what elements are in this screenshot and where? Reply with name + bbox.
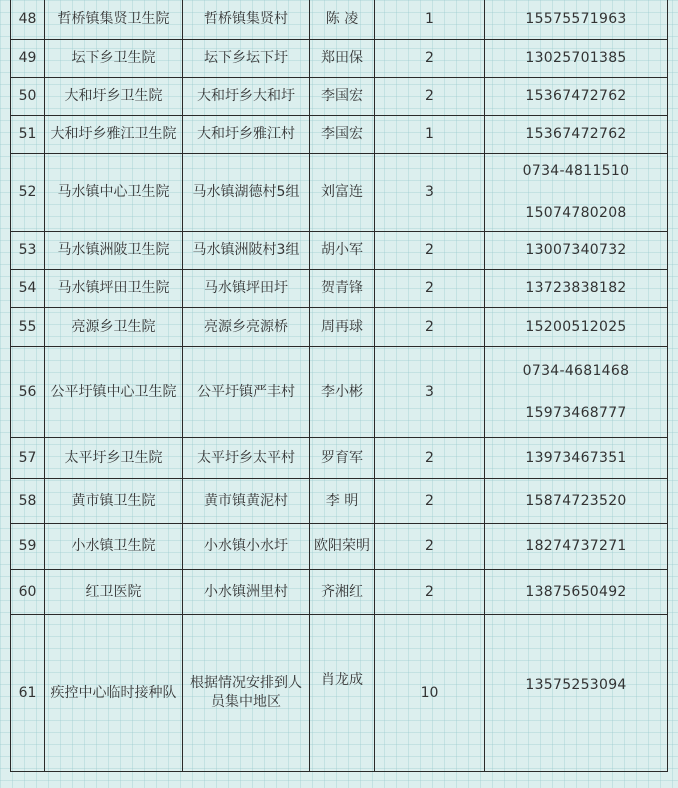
phone-number: 13723838182: [485, 270, 668, 308]
table-row: [11, 270, 668, 308]
contact-person: 胡小军: [310, 232, 375, 270]
phone-spacer: [487, 181, 665, 204]
table-row: [11, 0, 668, 40]
table-row: [11, 347, 668, 438]
site-address: 太平圩乡太平村: [183, 438, 310, 479]
institution-name: 小水镇卫生院: [45, 524, 183, 570]
contact-person: 齐湘红: [310, 570, 375, 615]
institution-name: 马水镇中心卫生院: [45, 154, 183, 232]
team-count: 2: [375, 479, 485, 524]
table-row: [11, 438, 668, 479]
phone-number: 13875650492: [485, 570, 668, 615]
row-number: 50: [11, 78, 45, 116]
row-number: 55: [11, 308, 45, 347]
row-number: 59: [11, 524, 45, 570]
contact-person: 郑田保: [310, 40, 375, 78]
team-count: 3: [375, 154, 485, 232]
institution-name: 马水镇洲陂卫生院: [45, 232, 183, 270]
phone-number: 15367472762: [485, 116, 668, 154]
table-row: [11, 479, 668, 524]
team-count: 10: [375, 615, 485, 772]
table-row: [11, 524, 668, 570]
row-number: 53: [11, 232, 45, 270]
contact-person: 罗育军: [310, 438, 375, 479]
table-row: [11, 154, 668, 232]
table-row: [11, 40, 668, 78]
contact-person: 李国宏: [310, 116, 375, 154]
team-count: 1: [375, 0, 485, 40]
table-row: [11, 308, 668, 347]
site-address: 黄市镇黄泥村: [183, 479, 310, 524]
landline-number: 0734-4811510: [522, 163, 630, 179]
institution-name: 哲桥镇集贤卫生院: [45, 0, 183, 40]
phone-number: 13973467351: [485, 438, 668, 479]
row-number: 57: [11, 438, 45, 479]
institution-name: 黄市镇卫生院: [45, 479, 183, 524]
phone-number: 15575571963: [485, 0, 668, 40]
row-number: 49: [11, 40, 45, 78]
mobile-number: 15074780208: [525, 205, 627, 221]
institution-name: 坛下乡卫生院: [45, 40, 183, 78]
phone-number: 13025701385: [485, 40, 668, 78]
contact-person: 陈 凌: [310, 0, 375, 40]
site-address: 小水镇洲里村: [183, 570, 310, 615]
contact-person: 刘富连: [310, 154, 375, 232]
table-row: [11, 615, 668, 772]
team-count: 2: [375, 232, 485, 270]
contact-person: 肖龙成: [310, 615, 375, 772]
site-address: 马水镇洲陂村3组: [183, 232, 310, 270]
vaccination-site-table: [10, 0, 668, 772]
table-row: [11, 78, 668, 116]
phone-number: 18274737271: [485, 524, 668, 570]
row-number: 48: [11, 0, 45, 40]
institution-name: 大和圩乡雅江卫生院: [45, 116, 183, 154]
team-count: 1: [375, 116, 485, 154]
site-address: 大和圩乡大和圩: [183, 78, 310, 116]
contact-person: 李 明: [310, 479, 375, 524]
institution-name: 疾控中心临时接种队: [45, 615, 183, 772]
site-address: 坛下乡坛下圩: [183, 40, 310, 78]
phone-number: 13007340732: [485, 232, 668, 270]
phone-number: 15200512025: [485, 308, 668, 347]
phone-number: 15367472762: [485, 78, 668, 116]
row-number: 54: [11, 270, 45, 308]
team-count: 2: [375, 308, 485, 347]
phone-numbers: [485, 154, 668, 232]
site-address: 马水镇湖德村5组: [183, 154, 310, 232]
team-count: 2: [375, 524, 485, 570]
team-count: 2: [375, 438, 485, 479]
site-address: 公平圩镇严丰村: [183, 347, 310, 438]
contact-person: 李国宏: [310, 78, 375, 116]
row-number: 51: [11, 116, 45, 154]
landline-number: 0734-4681468: [522, 362, 630, 379]
team-count: 2: [375, 40, 485, 78]
row-number: 56: [11, 347, 45, 438]
contact-person: 周再球: [310, 308, 375, 347]
team-count: 2: [375, 570, 485, 615]
row-number: 60: [11, 570, 45, 615]
team-count: 2: [375, 78, 485, 116]
row-number: 52: [11, 154, 45, 232]
institution-name: 红卫医院: [45, 570, 183, 615]
site-address: 哲桥镇集贤村: [183, 0, 310, 40]
institution-name: 大和圩乡卫生院: [45, 78, 183, 116]
table-row: [11, 570, 668, 615]
table-row: [11, 116, 668, 154]
institution-name: 太平圩乡卫生院: [45, 438, 183, 479]
contact-person: 贺青锋: [310, 270, 375, 308]
site-address: 根据情况安排到人员集中地区: [183, 615, 310, 772]
row-number: 61: [11, 615, 45, 772]
mobile-number: 15973468777: [525, 404, 627, 421]
institution-name: 亮源乡卫生院: [45, 308, 183, 347]
team-count: 3: [375, 347, 485, 438]
site-address: 马水镇坪田圩: [183, 270, 310, 308]
institution-name: 公平圩镇中心卫生院: [45, 347, 183, 438]
site-address: 大和圩乡雅江村: [183, 116, 310, 154]
row-number: 58: [11, 479, 45, 524]
institution-name: 马水镇坪田卫生院: [45, 270, 183, 308]
contact-person: 李小彬: [310, 347, 375, 438]
team-count: 2: [375, 270, 485, 308]
phone-numbers: [485, 347, 668, 438]
phone-number: 13575253094: [485, 615, 668, 772]
phone-number: 15874723520: [485, 479, 668, 524]
phone-spacer: [487, 381, 665, 404]
table-row: [11, 232, 668, 270]
site-address: 亮源乡亮源桥: [183, 308, 310, 347]
site-address: 小水镇小水圩: [183, 524, 310, 570]
contact-person: 欧阳荣明: [310, 524, 375, 570]
